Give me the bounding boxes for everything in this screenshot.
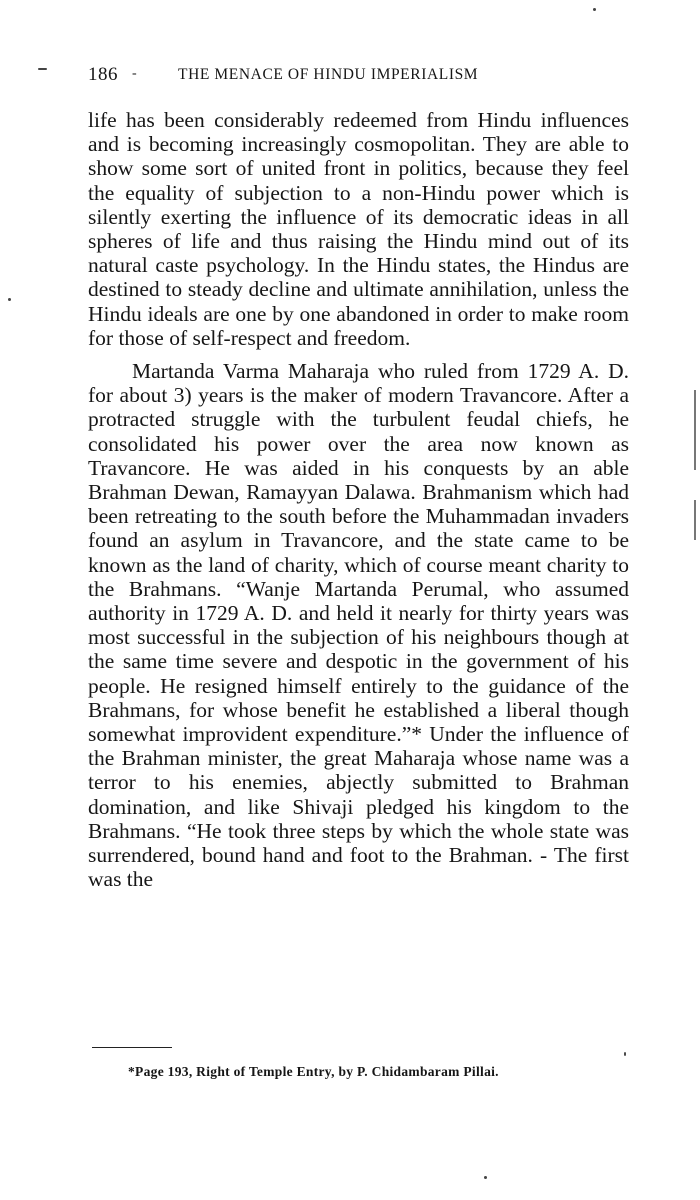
footnote: *Page 193, Right of Temple Entry, by P. Chidambaram Pillai.	[128, 1064, 499, 1079]
running-title: THE MENACE OF HINDU IMPERIALISM	[178, 66, 479, 83]
footnote-divider	[92, 1047, 172, 1048]
page-number-dash: -	[132, 66, 137, 81]
scan-speck	[8, 298, 11, 301]
page-header	[88, 64, 648, 88]
scan-speck	[38, 68, 47, 70]
scan-speck	[624, 1052, 626, 1056]
page-number: 186	[88, 64, 118, 85]
page-edge-mark	[694, 390, 696, 470]
page-edge-mark	[694, 500, 696, 540]
body-text	[88, 108, 629, 892]
scan-speck	[484, 1176, 487, 1179]
paragraph-2: Martanda Varma Maharaja who ruled from 1729 A. D. for about 3) years is the maker of modern Travancore. After a protracted struggle with the turbulent feudal chiefs, he consolidated his power over the area now known as Travancore. He was aided in his conquests by an able Brahman Dewan, Ramayyan Dalawa. Brahmanism which had been retreating to the south before the Muhammadan invaders found an asylum in Travancore, and the state came to be known as the land of charity, which of course meant charity to the Brahmans. “Wanje Martanda Perumal, who assumed authority in 1729 A. D. and held it nearly for thirty years was most successful in the subjection of his neighbours though at the same time severe and despotic in the government of his people. He resigned himself entirely to the guidance of the Brahmans, for whose benefit he established a liberal though somewhat improvident expenditure.”* Under the influence of the Brahman minister, the great Maharaja whose name was a terror to his enemies, abjectly submitted to Brahman domination, and like Shivaji pledged his kingdom to the Brahmans. “He took three steps by which the whole state was surrendered, bound hand and foot to the Brahman. - The first was the	[88, 359, 629, 892]
scan-speck	[593, 8, 596, 11]
paragraph-1: life has been considerably redeemed from Hindu influences and is becoming increasingly cosmopolitan. They are able to show some sort of united front in politics, because they feel the equality of subjection to a non-Hindu power which is silently exerting the influence of its democratic ideas in all spheres of life and thus raising the Hindu mind out of its natural caste psychology. In the Hindu states, the Hindus are destined to steady decline and ultimate annihilation, unless the Hindu ideals are one by one abandoned in order to make room for those of self-respect and freedom.	[88, 108, 629, 350]
